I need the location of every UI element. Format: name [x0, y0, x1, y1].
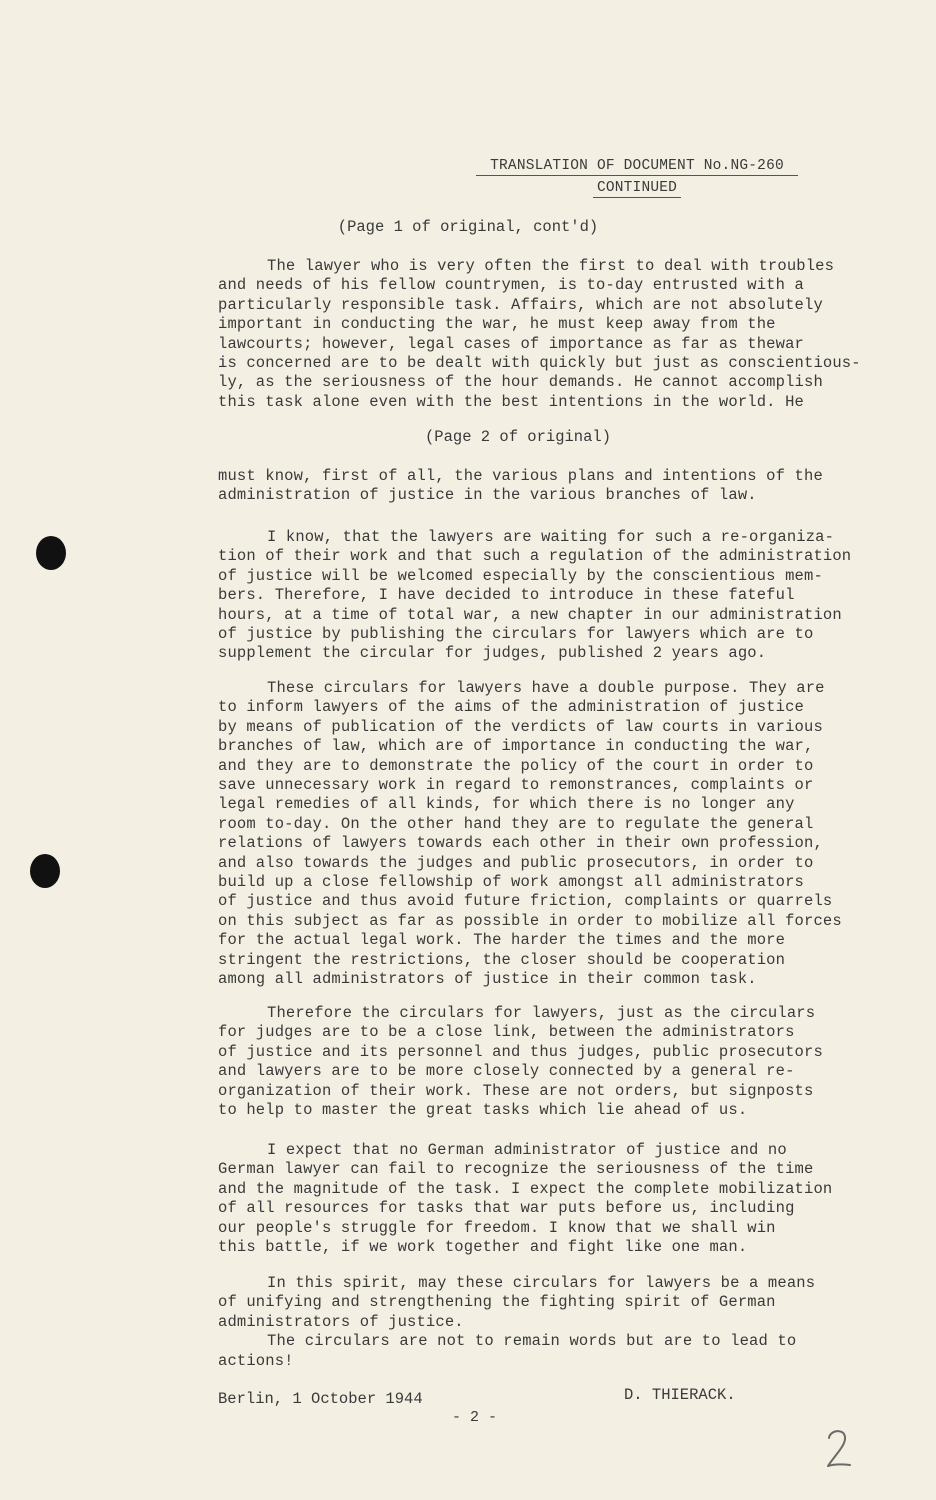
paragraph-4: [218, 679, 868, 990]
paragraph-line: to help to master the great tasks which lie ahead of us.: [218, 1101, 748, 1120]
paragraph-line: this task alone even with the best intentions in the world. He: [218, 392, 804, 411]
paragraph-line: on this subject as far as possible in order to mobilize all forces: [218, 911, 842, 930]
paragraph-line: and needs of his fellow countrymen, is to-day entrusted with a: [218, 276, 804, 295]
paragraph-line: I expect that no German administrator of justice and no: [267, 1141, 787, 1159]
paragraph-line: ly, as the seriousness of the hour demands. He cannot accomplish: [218, 373, 823, 392]
paragraph-line: of justice and thus avoid future friction, complaints or quarrels: [218, 892, 833, 911]
paragraph-line: administrators of justice.: [218, 1312, 464, 1331]
paragraph-line: of unifying and strengthening the fighting spirit of German: [218, 1293, 776, 1312]
paragraph-line: by means of publication of the verdicts of law courts in various: [218, 717, 823, 736]
paragraph-1: [218, 257, 868, 412]
page-number: - 2 -: [452, 1409, 498, 1426]
signature-name: D. THIERACK.: [624, 1386, 736, 1404]
paragraph-5: [218, 1004, 868, 1120]
punch-hole-bottom: [30, 854, 60, 888]
paragraph-line: and the magnitude of the task. I expect the complete mobilization: [218, 1179, 833, 1198]
paragraph-line: The lawyer who is very often the first to deal with troubles: [267, 257, 835, 275]
paragraph-line: hours, at a time of total war, a new chapter in our administration: [218, 605, 842, 624]
paragraph-line: I know, that the lawyers are waiting for such a re-organiza-: [267, 528, 835, 546]
punch-hole-top: [36, 536, 66, 570]
page-marker-2: (Page 2 of original): [424, 428, 612, 446]
paragraph-line: relations of lawyers towards each other in their own profession,: [218, 834, 823, 853]
paragraph-line: important in conducting the war, he must keep away from the: [218, 315, 776, 334]
handwritten-page-number: [820, 1424, 856, 1472]
paragraph-line: of justice and its personnel and thus judges, public prosecutors: [218, 1042, 823, 1061]
paragraph-line: Therefore the circulars for lawyers, just as the circulars: [267, 1004, 816, 1022]
paragraph-line: among all administrators of justice in their common task.: [218, 970, 757, 989]
header-continued: CONTINUED: [593, 180, 681, 198]
paragraph-7: [218, 1274, 868, 1371]
paragraph-line: save unnecessary work in regard to remonstrances, complaints or: [218, 776, 814, 795]
paragraph-line: particularly responsible task. Affairs, which are not absolutely: [218, 295, 823, 314]
place-and-date: Berlin, 1 October 1944: [218, 1390, 423, 1408]
paragraph-line: stringent the restrictions, the closer should be cooperation: [218, 950, 786, 969]
paragraph-line: and they are to demonstrate the policy of the court in order to: [218, 756, 814, 775]
paragraph-line: These circulars for lawyers have a double purpose. They are: [267, 679, 825, 697]
paragraph-line: tion of their work and that such a regulation of the administration: [218, 547, 852, 566]
paragraph-line: organization of their work. These are not orders, but signposts: [218, 1081, 814, 1100]
paragraph-line: legal remedies of all kinds, for which there is no longer any: [218, 795, 795, 814]
paragraph-line: actions!: [218, 1351, 294, 1370]
paragraph-line: must know, first of all, the various plans and intentions of the: [218, 467, 823, 485]
paragraph-line: is concerned are to be dealt with quickly but just as conscientious-: [218, 354, 861, 373]
paragraph-line: of justice by publishing the circulars for lawyers which are to: [218, 625, 814, 644]
paragraph-line: room to-day. On the other hand they are to regulate the general: [218, 814, 814, 833]
paragraph-line: for judges are to be a close link, between the administrators: [218, 1023, 795, 1042]
paragraph-line: of justice will be welcomed especially by the conscientious mem-: [218, 566, 823, 585]
paragraph-line: for the actual legal work. The harder the times and the more: [218, 931, 786, 950]
paragraph-line: our people's struggle for freedom. I know that we shall win: [218, 1218, 776, 1237]
page-marker-1: (Page 1 of original, cont'd): [337, 218, 599, 236]
paragraph-line: build up a close fellowship of work amongst all administrators: [218, 873, 804, 892]
paragraph-line: administration of justice in the various branches of law.: [218, 486, 757, 505]
paragraph-line: of all resources for tasks that war puts before us, including: [218, 1199, 795, 1218]
document-header: [476, 158, 798, 198]
paragraph-line: branches of law, which are of importance in conducting the war,: [218, 737, 814, 756]
paragraph-line: The circulars are not to remain words but are to lead to: [267, 1332, 797, 1351]
paragraph-2: [218, 467, 868, 506]
paragraph-6: [218, 1141, 868, 1257]
paragraph-3: [218, 528, 868, 664]
paragraph-line: and also towards the judges and public prosecutors, in order to: [218, 853, 814, 872]
paragraph-line: this battle, if we work together and fight like one man.: [218, 1238, 748, 1257]
paragraph-line: to inform lawyers of the aims of the administration of justice: [218, 698, 804, 717]
paragraph-line: lawcourts; however, legal cases of importance as far as thewar: [218, 334, 804, 353]
paragraph-line: bers. Therefore, I have decided to introduce in these fateful: [218, 586, 795, 605]
paragraph-line: German lawyer can fail to recognize the seriousness of the time: [218, 1160, 814, 1179]
paragraph-line: and lawyers are to be more closely connected by a general re-: [218, 1062, 795, 1081]
paragraph-line: supplement the circular for judges, published 2 years ago.: [218, 644, 767, 663]
header-title: TRANSLATION OF DOCUMENT No.NG-260: [476, 158, 798, 176]
paragraph-line: In this spirit, may these circulars for lawyers be a means: [267, 1274, 816, 1292]
